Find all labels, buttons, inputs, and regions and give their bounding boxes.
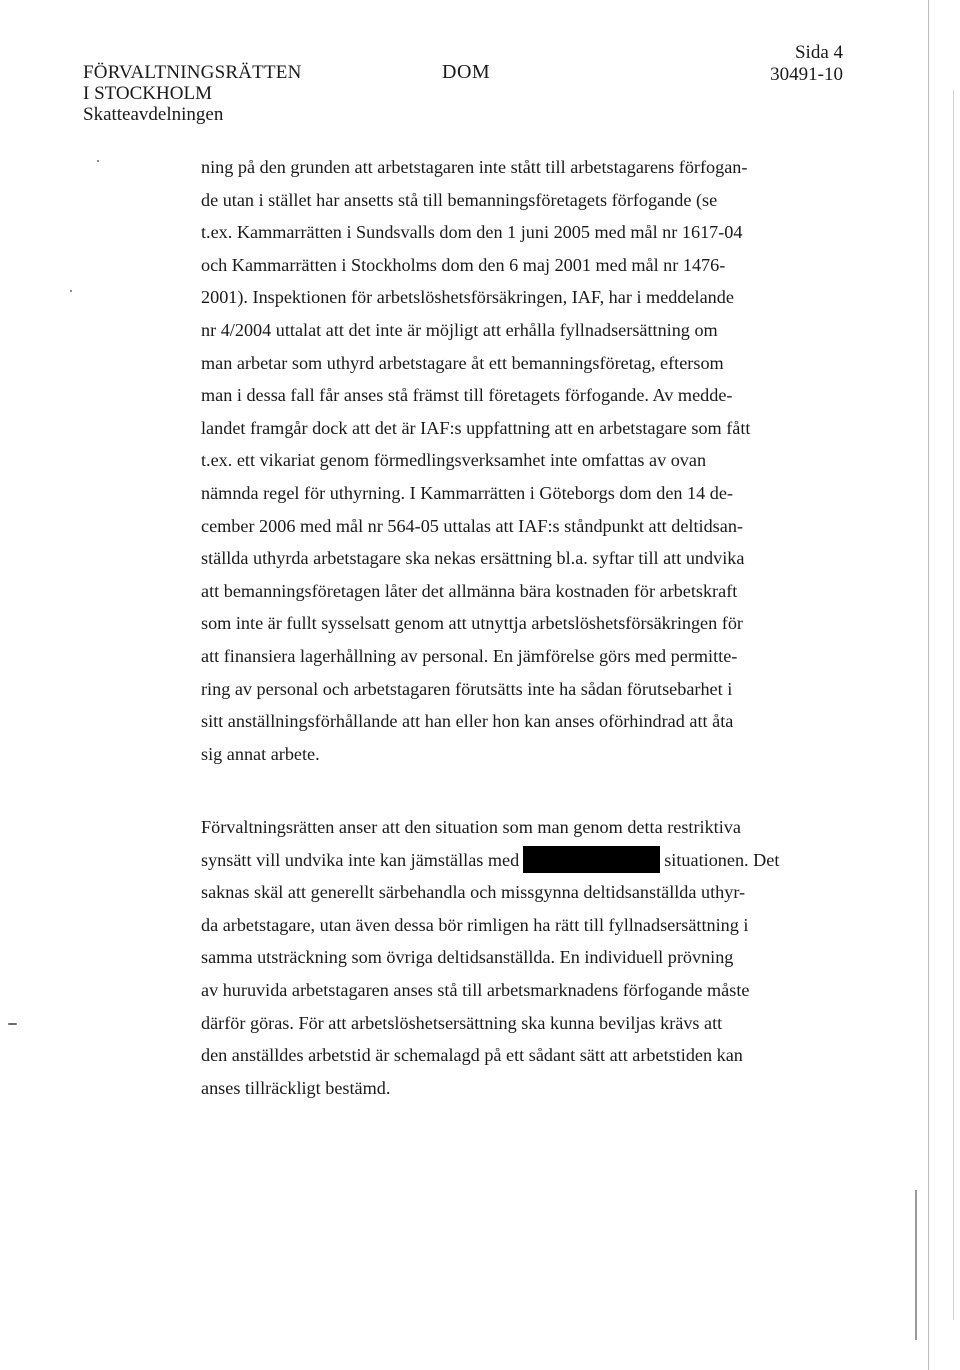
text-segment: synsätt vill undvika inte kan jämställas med bbox=[201, 849, 520, 870]
page-label: Sida 4 bbox=[794, 42, 843, 63]
text-line: cember 2006 med mål nr 564-05 uttalas att IAF:s ståndpunkt att deltidsan- bbox=[201, 515, 743, 536]
scan-edge-line bbox=[953, 90, 954, 1320]
scan-speck bbox=[70, 290, 72, 292]
text-segment: situationen. Det bbox=[664, 849, 780, 870]
court-name: FÖRVALTNINGSRÄTTEN bbox=[83, 62, 302, 83]
text-line: sig annat arbete. bbox=[201, 743, 320, 764]
redaction-block bbox=[523, 846, 660, 873]
text-line: att finansiera lagerhållning av personal. En jämförelse görs med permitte- bbox=[201, 645, 738, 666]
text-line-with-redaction bbox=[201, 844, 791, 877]
text-line: samma utsträckning som övriga deltidsanställda. En individuell prövning bbox=[201, 947, 734, 968]
text-line: t.ex. Kammarrätten i Sundsvalls dom den 1 juni 2005 med mål nr 1617-04 bbox=[201, 222, 743, 243]
department: Skatteavdelningen bbox=[83, 104, 224, 125]
text-line: saknas skäl att generellt särbehandla och missgynna deltidsanställda uthyr- bbox=[201, 882, 746, 903]
paragraph-2 bbox=[201, 811, 791, 1104]
scan-speck bbox=[8, 1023, 17, 1025]
text-line: t.ex. ett vikariat genom förmedlingsverksamhet inte omfattas av ovan bbox=[201, 450, 707, 471]
text-line: man arbetar som uthyrd arbetstagare åt ett bemanningsföretag, eftersom bbox=[201, 352, 724, 373]
text-line: ning på den grunden att arbetstagaren inte stått till arbetstagarens förfogan- bbox=[201, 157, 748, 177]
text-line: den anställdes arbetstid är schemalagd på ett sådant sätt att arbetstiden kan bbox=[201, 1045, 743, 1066]
text-line: landet framgår dock att det är IAF:s uppfattning att en arbetstagare som fått bbox=[201, 417, 751, 438]
text-line: ställda uthyrda arbetstagare ska nekas ersättning bl.a. syftar till att undvika bbox=[201, 548, 745, 569]
document-header bbox=[83, 42, 843, 132]
text-line: nämnda regel för uthyrning. I Kammarrätten i Göteborgs dom den 14 de- bbox=[201, 482, 734, 503]
scan-edge-line bbox=[928, 0, 929, 1370]
scan-speck bbox=[97, 160, 99, 162]
text-line: Förvaltningsrätten anser att den situation som man genom detta restriktiva bbox=[201, 817, 741, 837]
text-line: att bemanningsföretagen låter det allmänna bära kostnaden för arbetskraft bbox=[201, 580, 738, 601]
case-number: 30491-10 bbox=[770, 64, 843, 85]
text-line: som inte är fullt sysselsatt genom att utnyttja arbetslöshetsförsäkringen för bbox=[201, 613, 743, 634]
text-line: de utan i stället har ansetts stå till bemanningsföretagets förfogande (se bbox=[201, 189, 718, 210]
text-line: 2001). Inspektionen för arbetslöshetsförsäkringen, IAF, har i meddelande bbox=[201, 287, 734, 308]
court-city: I STOCKHOLM bbox=[83, 83, 212, 104]
text-line: man i dessa fall får anses stå främst till företagets förfogande. Av medde- bbox=[201, 385, 733, 406]
text-line: av huruvida arbetstagaren anses stå till arbetsmarknadens förfogande måste bbox=[201, 979, 750, 1000]
text-line: sitt anställningsförhållande att han eller hon kan anses oförhindrad att åta bbox=[201, 711, 734, 732]
scan-edge-mark bbox=[915, 1190, 917, 1340]
court-info bbox=[83, 62, 302, 125]
document-type: DOM bbox=[442, 61, 491, 83]
text-line: och Kammarrätten i Stockholms dom den 6 maj 2001 med mål nr 1476- bbox=[201, 254, 726, 275]
paragraph-1 bbox=[201, 151, 791, 770]
text-line: därför göras. För att arbetslöshetsersättning ska kunna beviljas krävs att bbox=[201, 1012, 723, 1033]
text-line: da arbetstagare, utan även dessa bör rimligen ha rätt till fyllnadsersättning i bbox=[201, 914, 749, 935]
text-line: nr 4/2004 uttalat att det inte är möjligt att erhålla fyllnadsersättning om bbox=[201, 319, 718, 340]
text-line: anses tillräckligt bestämd. bbox=[201, 1077, 391, 1098]
text-line: ring av personal och arbetstagaren förutsätts inte ha sådan förutsebarhet i bbox=[201, 678, 733, 699]
page-reference bbox=[770, 42, 843, 86]
